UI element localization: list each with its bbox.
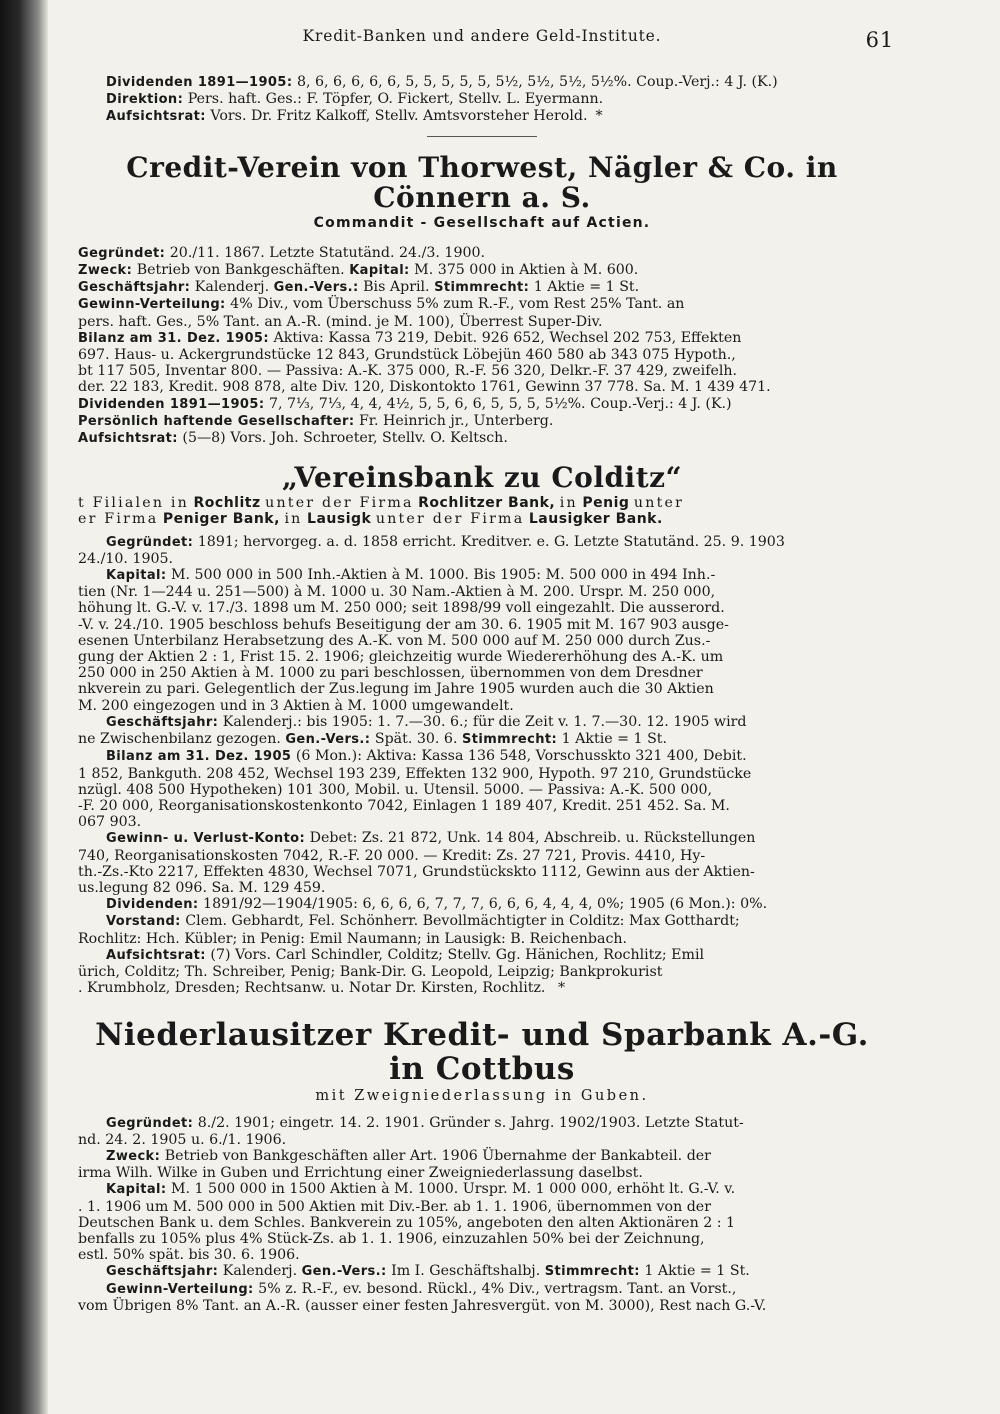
entry-line: ürich, Colditz; Th. Schreiber, Penig; Bank-Dir. G. Leopold, Leipzig; Bankprokurist: [78, 963, 663, 980]
entry-line: 1 852, Bankguth. 208 452, Wechsel 193 239, Effekten 132 900, Hypoth. 97 210, Grundstücke: [78, 765, 752, 782]
entry-line: Gewinn-Verteilung: 4% Div., vom Überschuss 5% zum R.-F., vom Rest 25% Tant. an: [78, 296, 685, 313]
entry-line: . 1. 1906 um M. 500 000 in 500 Aktien mit Div.-Ber. ab 1. 1. 1906, übernommen von der: [78, 1198, 711, 1215]
entry-line: Zweck: Betrieb von Bankgeschäften. Kapital: M. 375 000 in Aktien à M. 600.: [78, 262, 639, 279]
entry-line: Geschäftsjahr: Kalenderj.: bis 1905: 1. 7.—30. 6.; für die Zeit v. 1. 7.—30. 12. 1905 wird: [106, 713, 747, 730]
entry-line: Dividenden: 1891/92—1904/1905: 6, 6, 6, 6, 7, 7, 7, 6, 6, 6, 4, 4, 4, 0%; 1905 (6 Mon.): 0%.: [106, 896, 768, 913]
entry-line: -V. v. 24./10. 1905 beschloss behufs Beseitigung der am 30. 6. 1905 mit M. 167 903 ausge-: [78, 616, 729, 633]
prev-direktion: Direktion: Pers. haft. Ges.: F. Töpfer, O. Fickert, Stellv. L. Eyermann.: [106, 91, 604, 108]
entry-body-credit-verein: [78, 245, 886, 447]
entry-line: Gegründet: 8./2. 1901; eingetr. 14. 2. 1901. Gründer s. Jahrg. 1902/1903. Letzte Statut-: [106, 1114, 744, 1131]
entry-line: 697. Haus- u. Ackergrundstücke 12 843, Grundstück Löbejün 460 580 ab 343 075 Hypoth.,: [78, 347, 736, 364]
entry-line: -F. 20 000, Reorganisationskostenkonto 7042, Einlagen 1 189 407, Kredit. 251 452. Sa. M.: [78, 797, 730, 814]
entry-line: Zweck: Betrieb von Bankgeschäften aller Art. 1906 Übernahme der Bankabteil. der: [106, 1147, 711, 1164]
entry-line: Persönlich haftende Gesellschafter: Fr. Heinrich jr., Unterberg.: [78, 412, 554, 429]
scan-edge-shadow: [0, 0, 48, 1414]
prev-aufsichtsrat: Aufsichtsrat: Vors. Dr. Fritz Kalkoff, Stellv. Amtsvorsteher Herold. *: [106, 108, 603, 125]
entry-line: Kapital: M. 1 500 000 in 1500 Aktien à M. 1000. Urspr. M. 1 000 000, erhöht lt. G.-V. v.: [106, 1181, 736, 1198]
entry-line: M. 200 eingezogen und in 3 Aktien à M. 1000 umgewandelt.: [78, 697, 514, 714]
prev-dividenden: Dividenden 1891—1905: 8, 6, 6, 6, 6, 6, 5, 5, 5, 5, 5, 5½, 5½, 5½, 5½%. Coup.-Verj.: 4 J. (K.): [106, 74, 778, 90]
running-title: Kredit-Banken und andere Geld-Institute.: [302, 27, 662, 45]
page-number: 61: [865, 28, 894, 52]
entry-line: Rochlitz: Hch. Kübler; in Penig: Emil Naumann; in Lausigk: B. Reichenbach.: [78, 930, 628, 947]
entry-line: . Krumbholz, Dresden; Rechtsanw. u. Notar Dr. Kirsten, Rochlitz. *: [78, 980, 566, 997]
entry-line: ne Zwischenbilanz gezogen. Gen.-Vers.: Spät. 30. 6. Stimmrecht: 1 Aktie = 1 St.: [78, 731, 668, 748]
entry-line: Aufsichtsrat: (5—8) Vors. Joh. Schroeter, Stellv. O. Keltsch.: [78, 430, 508, 447]
entry-line: nzügl. 408 500 Hypotheken) 101 300, Mobil. u. Utensil. 5000. — Passiva: A.-K. 500 000,: [78, 781, 713, 798]
entry-line: pers. haft. Ges., 5% Tant. an A.-R. (mind. je M. 100), Überrest Super-Div.: [78, 313, 603, 330]
entry-line: Geschäftsjahr: Kalenderj. Gen.-Vers.: Im I. Geschäftshalbj. Stimmrecht: 1 Aktie = 1 St.: [106, 1263, 750, 1280]
divider: [427, 136, 537, 137]
entry-line: 24./10. 1905.: [78, 550, 174, 567]
entry-body-vereinsbank: [78, 534, 886, 997]
entry-line: tien (Nr. 1—244 u. 251—500) à M. 1000 u. 30 Nam.-Aktien à M. 200. Urspr. M. 250 000,: [78, 584, 716, 601]
entry-line: Dividenden 1891—1905: 7, 7⅓, 7⅓, 4, 4, 4½, 5, 5, 6, 6, 5, 5, 5, 5½%. Coup.-Verj.: 4 J. (K.): [78, 395, 732, 412]
entry-title-niederlausitzer: Niederlausitzer Kredit- und Sparbank A.-G. in Cottbus: [95, 1017, 869, 1088]
entry-line: Geschäftsjahr: Kalenderj. Gen.-Vers.: Bis April. Stimmrecht: 1 Aktie = 1 St.: [78, 279, 640, 296]
entry-body-niederlausitzer: [78, 1115, 886, 1314]
entry-line: Deutschen Bank u. dem Schles. Bankverein zu 105%, angeboten den alten Aktionären 2 : 1: [78, 1214, 736, 1231]
entry-line: gung der Aktien 2 : 1, Frist 15. 2. 1906; gleichzeitig wurde Wiedererhöhung des A.-K. um: [78, 649, 724, 666]
vereinsbank-filialen-line1: t Filialen in Rochlitz unter der Firma Rochlitzer Bank, in Penig unter: [78, 495, 685, 512]
entry-subtitle-credit-verein: Commandit - Gesellschaft auf Actien.: [313, 214, 651, 231]
entry-line: Gewinn- u. Verlust-Konto: Debet: Zs. 21 872, Unk. 14 804, Abschreib. u. Rückstellungen: [106, 830, 756, 847]
entry-line: esenen Unterbilanz Herabsetzung des A.-K. von M. 500 000 auf M. 250 000 durch Zus.-: [78, 632, 711, 649]
entry-line: nd. 24. 2. 1905 u. 6./1. 1906.: [78, 1131, 287, 1148]
running-header: [78, 27, 894, 52]
entry-line: Gegründet: 1891; hervorgeg. a. d. 1858 erricht. Kreditver. e. G. Letzte Statutänd. 25. 9. 1903: [106, 533, 785, 550]
entry-line: 250 000 in 250 Aktien à M. 1000 zu pari beschlossen, übernommen von dem Dresdner: [78, 665, 703, 682]
entry-line: estl. 50% spät. bis 30. 6. 1906.: [78, 1247, 300, 1264]
entry-line: bt 117 505, Inventar 800. — Passiva: A.-K. 375 000, R.-F. 56 320, Delkr.-F. 37 429, zweifelh.: [78, 363, 738, 380]
entry-line: us.legung 82 096. Sa. M. 129 459.: [78, 879, 326, 896]
entry-title-credit-verein: Credit-Verein von Thorwest, Nägler & Co. in Cönnern a. S.: [126, 150, 838, 214]
entry-line: benfalls zu 105% plus 4% Stück-Zs. ab 1. 1. 1906, einzuzahlen 50% bei der Zeichnung,: [78, 1230, 705, 1247]
entry-line: höhung lt. G.-V. v. 17./3. 1898 um M. 250 000; seit 1898/99 voll eingezahlt. Die ausserord.: [78, 600, 725, 617]
entry-line: 067 903.: [78, 814, 142, 831]
entry-line: Bilanz am 31. Dez. 1905: Aktiva: Kassa 73 219, Debit. 926 652, Wechsel 202 753, Effekten: [78, 329, 742, 346]
entry-line: vom Übrigen 8% Tant. an A.-R. (ausser einer festen Jahresvergüt. von M. 3000), Rest nach G.-V.: [78, 1297, 767, 1314]
entry-subtitle-niederlausitzer: mit Zweigniederlassung in Guben.: [315, 1088, 649, 1105]
entry-line: Aufsichtsrat: (7) Vors. Carl Schindler, Colditz; Stellv. Gg. Hänichen, Rochlitz; Emil: [106, 946, 705, 963]
entry-line: nkverein zu pari. Gelegentlich der Zus.legung im Jahre 1905 wurden auch die 30 Aktien: [78, 681, 714, 698]
entry-line: Bilanz am 31. Dez. 1905 (6 Mon.): Aktiva: Kassa 136 548, Vorschusskto 321 400, Debit.: [106, 748, 747, 765]
page-content: [78, 27, 894, 1314]
entry-line: Gegründet: 20./11. 1867. Letzte Statutänd. 24./3. 1900.: [78, 244, 486, 261]
entry-line: Vorstand: Clem. Gebhardt, Fel. Schönherr. Bevollmächtigter in Colditz: Max Gotthardt;: [106, 913, 740, 930]
entry-line: Kapital: M. 500 000 in 500 Inh.-Aktien à M. 1000. Bis 1905: M. 500 000 in 494 Inh.-: [106, 567, 716, 584]
entry-line: Gewinn-Verteilung: 5% z. R.-F., ev. besond. Rückl., 4% Div., vertragsm. Tant. an Vorst.,: [106, 1280, 737, 1297]
entry-line: 740, Reorganisationskosten 7042, R.-F. 20 000. — Kredit: Zs. 27 721, Provis. 4410, Hy-: [78, 847, 706, 864]
entry-line: th.-Zs.-Kto 2217, Effekten 4830, Wechsel 7071, Grundstückskto 1112, Gewinn aus der Aktien-: [78, 863, 755, 880]
vereinsbank-filialen-line2: er Firma Peniger Bank, in Lausigk unter der Firma Lausigker Bank.: [78, 511, 663, 528]
entry-line: irma Wilh. Wilke in Guben und Errichtung einer Zweigniederlassung daselbst.: [78, 1165, 643, 1182]
entry-line: der. 22 183, Kredit. 908 878, alte Div. 120, Diskontokto 1761, Gewinn 37 778. Sa. M. 1 439 471.: [78, 379, 771, 396]
entry-title-vereinsbank: „Vereinsbank zu Colditz“: [281, 461, 683, 495]
